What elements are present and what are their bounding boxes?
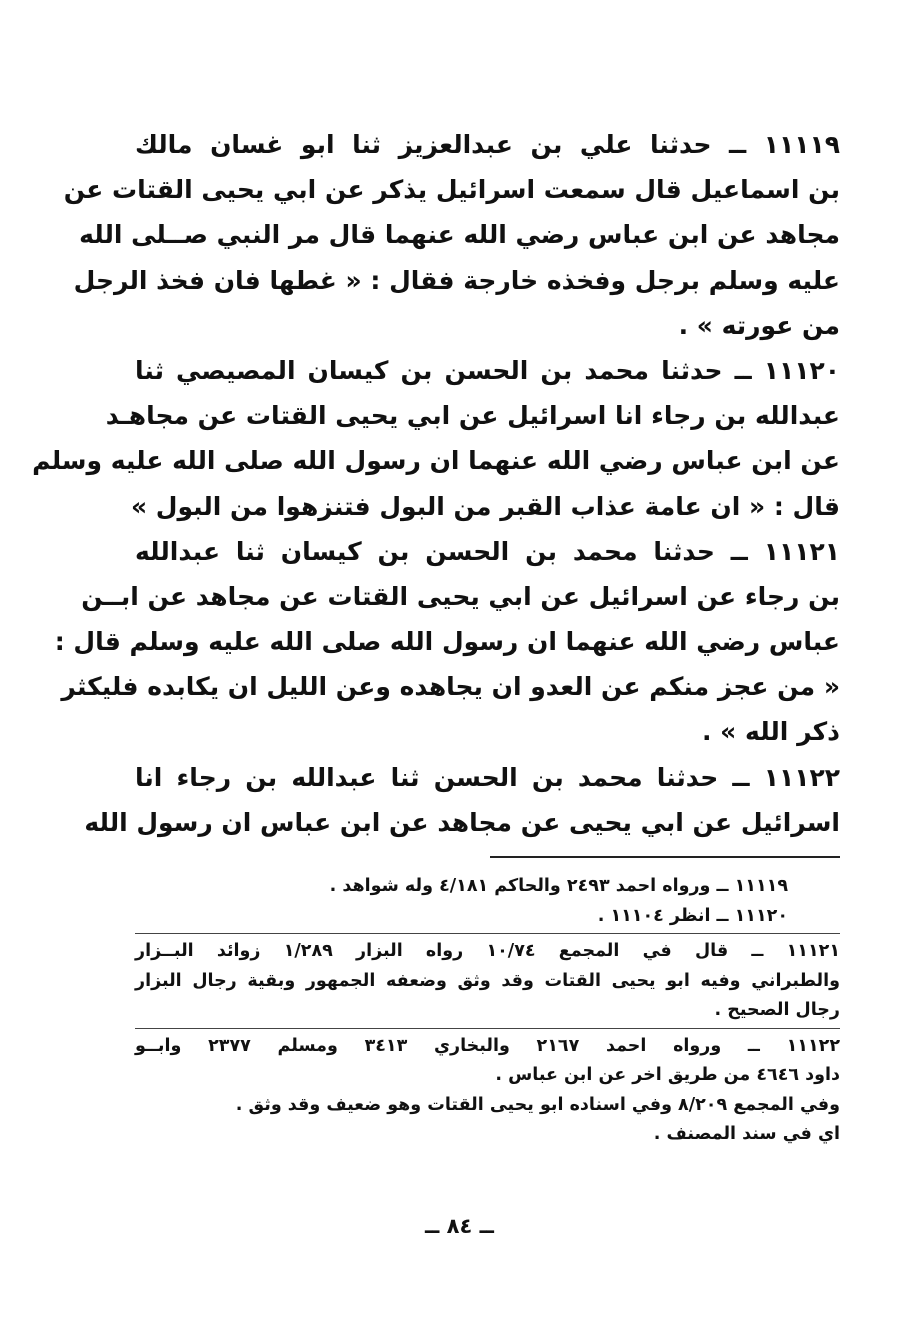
footnote-line: داود ٤٦٤٦ من طريق اخر عن ابن عباس . xyxy=(495,1065,840,1085)
footnotes-block xyxy=(135,872,840,1150)
footnote-divider xyxy=(490,856,840,858)
hadith-line: من عورته » . xyxy=(678,310,840,340)
hadith-line: اسرائيل عن ابي يحيى عن مجاهد عن ابن عباس ان رسول الله xyxy=(84,807,840,837)
footnote-11121 xyxy=(135,937,840,1026)
hadith-line: مجاهد عن ابن عباس رضي الله عنهما قال مر النبي صــلى الله xyxy=(79,220,840,250)
footnote-11119 xyxy=(135,872,840,902)
hadith-line: بن اسماعيل قال سمعت اسرائيل يذكر عن ابي يحيى القتات عن xyxy=(63,175,840,205)
footnote-line: رجال الصحيح . xyxy=(714,1000,840,1020)
hadith-line: عبدالله بن رجاء انا اسرائيل عن ابي يحيى القتات عن مجاهـد xyxy=(105,401,840,431)
footnote-separator xyxy=(135,1028,840,1029)
hadith-line: عباس رضي الله عنهما ان رسول الله صلى الله عليه وسلم قال : xyxy=(54,627,840,657)
hadith-11121 xyxy=(54,529,840,755)
footnote-line: وفي المجمع ٨/٢٠٩ وفي اسناده ابو يحيى القتات وهو ضعيف وقد وثق . xyxy=(235,1094,840,1115)
footnote-11120 xyxy=(135,902,840,932)
hadith-line: بن رجاء عن اسرائيل عن ابي يحيى القتات عن مجاهد عن ابــن xyxy=(81,581,840,611)
footnote-line: ١١١٢٠ ــ انظر ١١١٠٤ . xyxy=(597,905,788,926)
hadith-11119 xyxy=(63,122,840,348)
footnote-separator xyxy=(135,933,840,934)
hadith-line: ذكر الله » . xyxy=(701,717,840,747)
hadith-line: عن ابن عباس رضي الله عنهما ان رسول الله صلى الله عليه وسلم xyxy=(32,446,840,476)
hadith-line: « من عجز منكم عن العدو ان يجاهده وعن الليل ان يكابده فليكثر xyxy=(61,672,840,702)
hadith-11120 xyxy=(32,348,840,529)
hadith-line: ١١١٢٢ ــ حدثنا محمد بن الحسن ثنا عبدالله بن رجاء انا xyxy=(135,762,840,792)
footnote-line: ١١١٢١ ــ قال في المجمع ١٠/٧٤ رواه البزار ١/٢٨٩ زوائد البــزار xyxy=(135,941,840,961)
footnote-line: اي في سند المصنف . xyxy=(653,1124,840,1144)
footnote-line: ١١١٢٢ ــ ورواه احمد ٢١٦٧ والبخاري ٣٤١٣ ومسلم ٢٣٧٧ وابــو xyxy=(135,1035,840,1056)
footnote-line: والطبراني وفيه ابو يحيى القتات وقد وثق وضعفه الجمهور وبقية رجال البزار xyxy=(135,970,840,991)
hadith-line: عليه وسلم برجل وفخذه خارجة فقال : « غطها فان فخذ الرجل xyxy=(73,265,840,295)
hadith-line: ١١١٢١ ــ حدثنا محمد بن الحسن بن كيسان ثنا عبدالله xyxy=(135,536,840,566)
footnote-line: ١١١١٩ ــ ورواه احمد ٢٤٩٣ والحاكم ٤/١٨١ وله شواهد . xyxy=(329,876,788,896)
main-text-block xyxy=(32,122,840,845)
hadith-11122 xyxy=(84,755,840,845)
footnote-11122 xyxy=(135,1032,840,1150)
hadith-line: ١١١١٩ ــ حدثنا علي بن عبدالعزيز ثنا ابو غسان مالك xyxy=(135,130,840,159)
hadith-line: قال : « ان عامة عذاب القبر من البول فتنزهوا من البول » xyxy=(130,491,840,521)
page-number: ــ ٨٤ ــ xyxy=(425,1214,494,1238)
hadith-line: ١١١٢٠ ــ حدثنا محمد بن الحسن بن كيسان المصيصي ثنا xyxy=(135,355,840,385)
